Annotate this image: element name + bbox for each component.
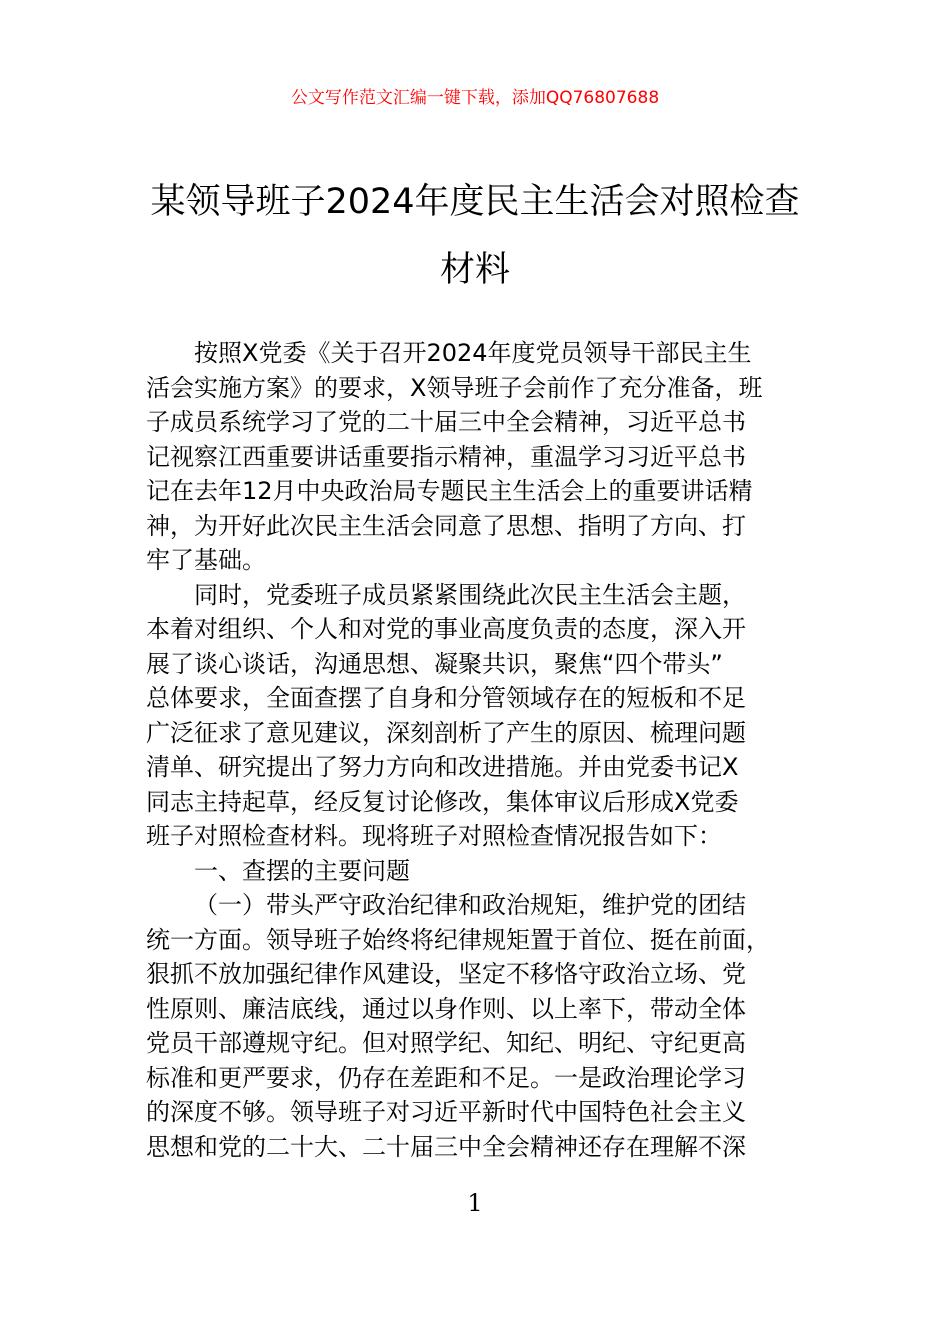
text-line: 广泛征求了意见建议，深刻剖析了产生的原因、梳理问题 [146,718,746,747]
section-heading: 一、查摆的主要问题 [194,856,410,885]
document-body [146,336,836,1164]
text-line: 党员干部遵规守纪。但对照学纪、知纪、明纪、守纪更高 [146,1029,746,1057]
promo-banner: 公文写作范文汇编一键下载，添加QQ76807688 [290,88,660,108]
text-line: 按照X党委《关于召开2024年度党员领导干部民主生 [194,339,752,367]
title-line-2: 材料 [439,250,510,290]
text-line: 子成员系统学习了党的二十届三中全会精神，习近平总书 [146,408,746,436]
page-number: 1 [467,1189,483,1217]
text-line: 狠抓不放加强纪律作风建设，坚定不移恪守政治立场、党 [146,960,746,988]
text-line: 同时，党委班子成员紧紧围绕此次民主生活会主题， [194,580,746,609]
text-line: 总体要求，全面查摆了自身和分管领域存在的短板和不足 [146,684,746,712]
text-line: 性原则、廉洁底线，通过以身作则、以上率下，带动全体 [146,994,746,1023]
text-line: 活会实施方案》的要求，X领导班子会前作了充分准备，班 [146,373,763,402]
text-line: 展了谈心谈话，沟通思想、凝聚共识，聚焦“四个带头” [146,649,723,678]
text-line: （一）带头严守政治纪律和政治规矩，维护党的团结 [194,891,746,919]
title-line-1: 某领导班子2024年度民主生活会对照检查 [150,182,800,222]
text-line: 本着对组织、个人和对党的事业高度负责的态度，深入开 [146,615,746,643]
text-line: 思想和党的二十大、二十届三中全会精神还存在理解不深 [146,1132,746,1161]
document-title [130,168,820,304]
text-line: 同志主持起草，经反复讨论修改，集体审议后形成X党委 [146,787,739,816]
text-line: 标准和更严要求，仍存在差距和不足。一是政治理论学习 [146,1063,746,1092]
text-line: 牢了基础。 [146,546,266,574]
text-line: 记视察江西重要讲话重要指示精神，重温学习习近平总书 [146,442,746,471]
text-line: 记在去年12月中央政治局专题民主生活会上的重要讲话精 [146,477,753,505]
text-line: 班子对照检查材料。现将班子对照检查情况报告如下： [146,822,722,850]
text-line: 神，为开好此次民主生活会同意了思想、指明了方向、打 [146,511,746,540]
text-line: 清单、研究提出了努力方向和改进措施。并由党委书记X [146,753,739,781]
text-line: 的深度不够。领导班子对习近平新时代中国特色社会主义 [146,1098,746,1126]
text-line: 统一方面。领导班子始终将纪律规矩置于首位、挺在前面， [146,925,770,954]
